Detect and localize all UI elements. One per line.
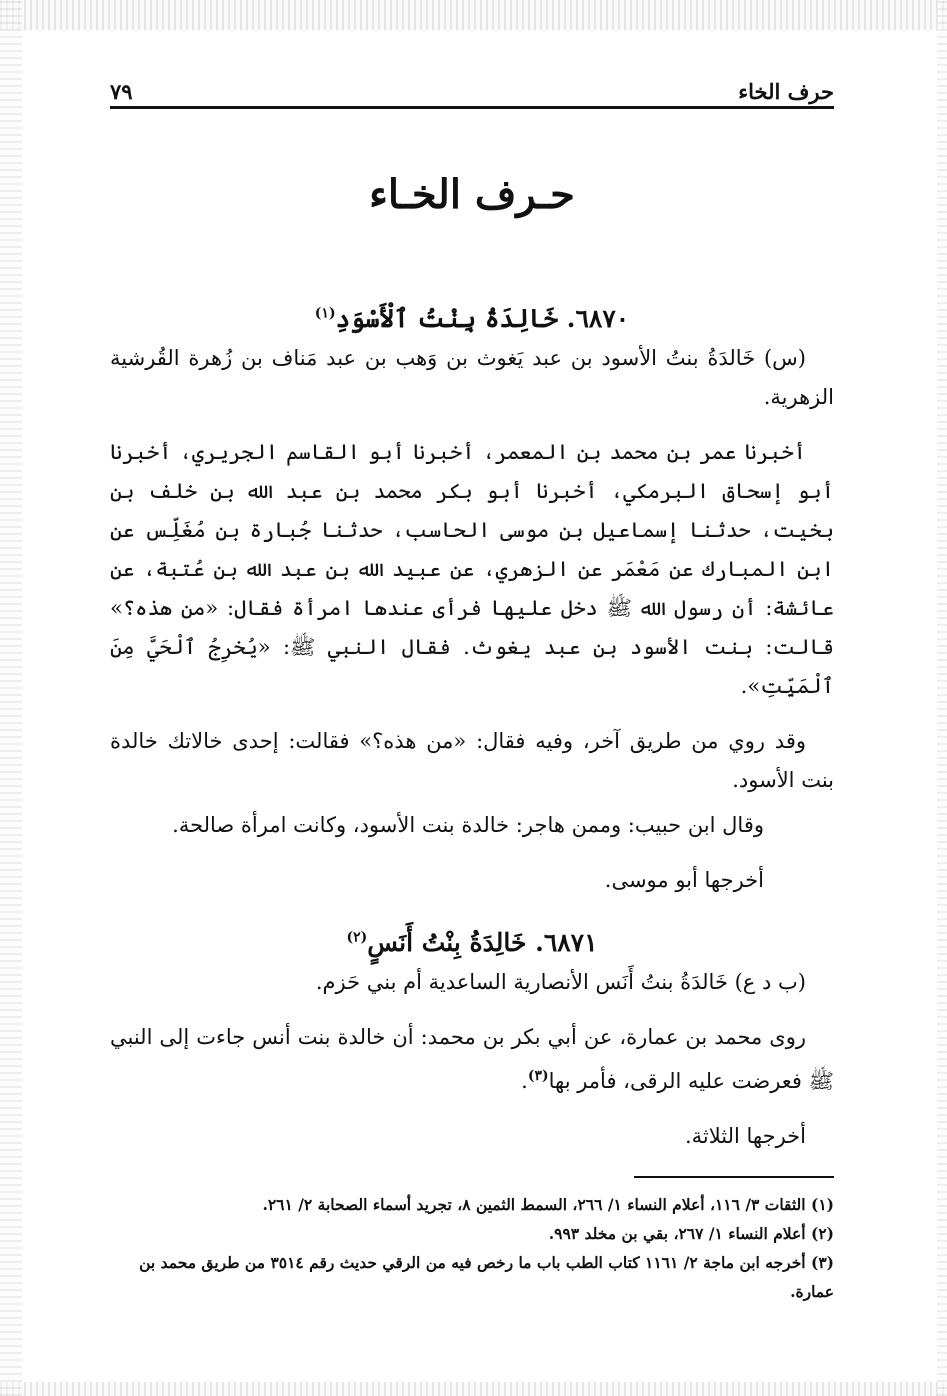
narration-text: روى محمد بن عمارة، عن أبي بكر بن محمد: أن خالدة بنت أنس جاءت إلى النبي ﷺ فعرضت عليه الرقى، فأمر بها bbox=[110, 1025, 834, 1093]
entry-heading-text: ٦٨٧١. خَالِدَةُ بِنْتُ أَنَسٍ bbox=[367, 928, 598, 957]
footnote-ref-3: (٣) bbox=[527, 1068, 549, 1084]
entry-heading-6870 bbox=[110, 304, 834, 333]
page-border-left bbox=[0, 0, 22, 1396]
entry-6870-source: أخرجها أبو موسى. bbox=[604, 868, 764, 892]
page-content bbox=[110, 70, 834, 1306]
entry-6870-ibn-habib: وقال ابن حبيب: وممن هاجر: خالدة بنت الأسود، وكانت امرأة صالحة. bbox=[172, 813, 764, 837]
footnote-ref-1: (١) bbox=[314, 305, 336, 322]
running-header bbox=[110, 70, 834, 109]
page-number: ٧٩ bbox=[110, 79, 133, 104]
entry-6871-narration bbox=[110, 1018, 834, 1101]
page-border-right bbox=[937, 0, 947, 1396]
narration-end: . bbox=[521, 1069, 528, 1093]
entry-heading-text: ٦٨٧٠. خَالِدَةُ بِنْتُ ٱلْأَسْوَدِ bbox=[335, 304, 630, 333]
entry-6870-alt-route: وقد روي من طريق آخر، وفيه فقال: «من هذه؟» فقالت: إحدى خالاتك خالدة بنت الأسود. bbox=[110, 729, 834, 792]
chapter-title: حـرف الخـاء bbox=[369, 171, 575, 218]
footnote-3: (٣) أخرجه ابن ماجة ٢/ ١١٦١ كتاب الطب باب ما رخص فيه من الرقي حديث رقم ٣٥١٤ من طريق محمد بن عمارة. bbox=[139, 1253, 834, 1301]
page-border-bottom bbox=[0, 1382, 947, 1396]
footnote-ref-2: (٢) bbox=[346, 929, 368, 946]
footnote-1: (١) الثقات ٣/ ١١٦، أعلام النساء ١/ ٢٦٦، السمط الثمين ٨، تجريد أسماء الصحابة ٢/ ٢٦١. bbox=[262, 1195, 834, 1214]
entry-heading-6871 bbox=[110, 928, 834, 957]
entry-6871-source: أخرجها الثلاثة. bbox=[684, 1124, 806, 1148]
footnotes bbox=[110, 1190, 834, 1306]
footnote-2: (٢) أعلام النساء ١/ ٢٦٧، بقي بن مخلد ٩٩٣. bbox=[548, 1224, 834, 1243]
page-border-top bbox=[0, 0, 947, 30]
entry-6871-lineage: (ب د ع) خَالدَةُ بنتُ أَنَس الأنصارية الساعدية أم بني حَزم. bbox=[315, 970, 806, 994]
footnote-divider bbox=[634, 1176, 834, 1178]
entry-6870-lineage: (س) خَالدَةُ بنتُ الأسود بن عبد يَغوث بن وَهب بن عبد مَناف بن زُهرة القُرشية الزهرية. bbox=[110, 346, 834, 409]
running-title: حرف الخاء bbox=[738, 79, 834, 104]
entry-6870-isnad: أخبرنا عمر بن محمد بن المعمر، أخبرنا أبو القاسم الجريري، أخبرنا أبو إسحاق البرمكي، أخبرنا أبو بكر محمد بن عبد الله بن خلف بن بخيت، حدثنا إسماعيل بن موسى الحاسب، حدثنا جُبارة بن مُغَلِّس عن ابن المبارك عن مَعْمَر عن الزهري، عن عبيد الله بن عبد الله بن عُتبة، عن عائشة: أن رسول الله ﷺ دخل عليها فرأى عندها امرأة فقال: «من هذه؟» قالت: بنت الأسود بن عبد يغوث. فقال النبي ﷺ: «يُخرِجُ ٱلْحَيَّ مِنَ ٱلْمَيِّتِ». bbox=[110, 440, 834, 698]
